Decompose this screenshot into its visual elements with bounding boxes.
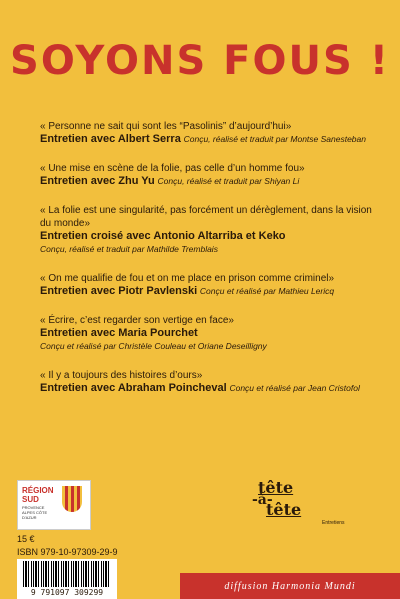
region-shield-icon xyxy=(62,486,82,512)
entry-heading: Entretien avec Maria Pourchet xyxy=(40,327,198,339)
list-item xyxy=(40,120,375,146)
entry-credit: Conçu et réalisé par Jean Cristofol xyxy=(229,383,360,393)
entry-heading: Entretien avec Zhu Yu xyxy=(40,175,155,187)
entry-quote: « La folie est une singularité, pas forcément un dérèglement, dans la vision du monde» xyxy=(40,205,372,229)
entry-quote: « Une mise en scène de la folie, pas celle d’un homme fou» xyxy=(40,163,305,174)
region-sud-logo xyxy=(17,480,91,530)
interview-list xyxy=(40,120,375,411)
diffusion-banner: diffusion Harmonia Mundi xyxy=(180,573,400,599)
price: 15 € xyxy=(17,534,35,544)
barcode xyxy=(17,559,117,599)
entry-heading: Entretien avec Abraham Poincheval xyxy=(40,382,227,394)
publisher-logo xyxy=(250,478,370,528)
entry-quote: « On me qualifie de fou et on me place en prison comme criminel» xyxy=(40,273,335,284)
publisher-logo-word2: tête xyxy=(266,500,302,519)
list-item xyxy=(40,314,375,353)
entry-heading: Entretien croisé avec Antonio Altarriba et Keko xyxy=(40,230,286,242)
region-logo-line3: PROVENCE ALPES CÔTE D'AZUR xyxy=(22,505,48,520)
publisher-series: Entretiens xyxy=(322,520,345,526)
entry-quote: « Personne ne sait qui sont les “Pasolinis” d’aujourd’hui» xyxy=(40,121,292,132)
publisher-logo-word1: tête xyxy=(258,478,294,497)
region-logo-line2: SUD xyxy=(22,495,39,504)
entry-quote: « Il y a toujours des histoires d’ours» xyxy=(40,370,203,381)
isbn: ISBN 979-10-97309-29-9 xyxy=(17,547,118,557)
book-title: SOYONS FOUS ! xyxy=(10,38,390,84)
barcode-bars-icon xyxy=(23,561,111,587)
region-logo-line1: RÉGION xyxy=(22,486,54,495)
list-item xyxy=(40,369,375,395)
entry-quote: « Écrire, c’est regarder son vertige en face» xyxy=(40,315,234,326)
entry-credit: Conçu et réalisé par Christèle Couleau et Oriane Deseilligny xyxy=(40,341,267,351)
publisher-logo-a: -à- xyxy=(252,492,273,508)
list-item xyxy=(40,204,375,256)
barcode-number: 9 791097 309299 xyxy=(30,588,104,597)
entry-credit: Conçu, réalisé et traduit par Montse Sanesteban xyxy=(183,134,366,144)
entry-credit: Conçu, réalisé et traduit par Mathilde Tremblais xyxy=(40,244,218,254)
entry-heading: Entretien avec Piotr Pavlenski xyxy=(40,285,198,297)
entry-credit: Conçu, réalisé et traduit par Shiyan Li xyxy=(157,176,300,186)
list-item xyxy=(40,272,375,298)
list-item xyxy=(40,162,375,188)
entry-credit: Conçu et réalisé par Mathieu Lericq xyxy=(199,286,335,296)
entry-heading: Entretien avec Albert Serra xyxy=(40,133,181,145)
